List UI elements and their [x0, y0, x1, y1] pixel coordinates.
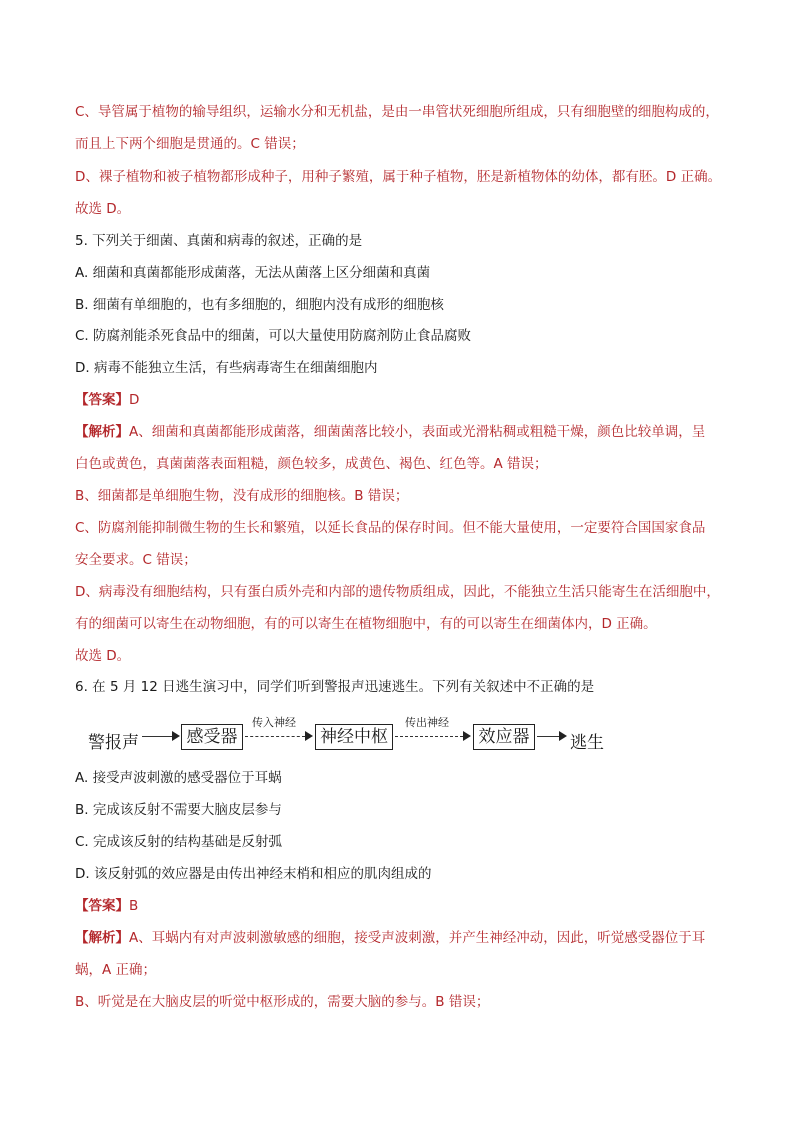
analysis-label: 【解析】 [75, 930, 129, 946]
q5-analysis-d-line2: 有的细菌可以寄生在动物细胞，有的可以寄生在植物细胞中，有的可以寄生在细菌体内，D 正确。 [75, 616, 657, 632]
q6-analysis-b: B、听觉是在大脑皮层的听觉中枢形成的，需要大脑的参与。B 错误； [75, 994, 490, 1010]
q6-stem: 6. 在 5 月 12 日逃生演习中，同学们听到警报声迅速逃生。下列有关叙述中不正确的是 [75, 679, 595, 695]
q4-choose: 故选 D。 [75, 201, 131, 217]
connector-line [142, 736, 172, 737]
q6-analysis-a-line2: 蜗，A 正确； [75, 962, 157, 978]
answer-label: 【答案】 [75, 898, 129, 914]
q6-answer [75, 896, 138, 916]
answer-label: 【答案】 [75, 392, 129, 408]
analysis-text: A、耳蜗内有对声波刺激敏感的细胞，接受声波刺激，并产生神经冲动，因此，听觉感受器位于耳 [129, 930, 706, 946]
q6-option-c: C. 完成该反射的结构基础是反射弧 [75, 834, 283, 850]
q5-option-a: A. 细菌和真菌都能形成菌落，无法从菌落上区分细菌和真菌 [75, 265, 431, 281]
q5-option-b: B. 细菌有单细胞的，也有多细胞的，细胞内没有成形的细胞核 [75, 297, 444, 313]
q6-option-d: D. 该反射弧的效应器是由传出神经末梢和相应的肌肉组成的 [75, 866, 432, 882]
q5-answer [75, 390, 139, 410]
efferent-dashed-line [395, 736, 463, 737]
q5-analysis-a-line1 [75, 422, 705, 442]
q4-option-c-analysis-line1: C、导管属于植物的输导组织，运输水分和无机盐，是由一串管状死细胞所组成，只有细胞壁的细胞构成的， [75, 104, 719, 120]
analysis-text: A、细菌和真菌都能形成菌落，细菌菌落比较小，表面或光滑粘稠或粗糙干燥，颜色比较单调，呈 [129, 424, 706, 440]
q4-option-c-analysis-line2: 而且上下两个细胞是贯通的。C 错误； [75, 136, 305, 152]
afferent-nerve-label: 传入神经 [252, 716, 296, 729]
q4-option-d-analysis: D、裸子植物和被子植物都形成种子，用种子繁殖，属于种子植物，胚是新植物体的幼体，都有胚。D 正确。 [75, 169, 722, 185]
efferent-nerve-label: 传出神经 [405, 716, 449, 729]
q5-choose: 故选 D。 [75, 648, 131, 664]
nerve-center-box: 神经中枢 [315, 724, 393, 750]
q5-analysis-d-line1: D、病毒没有细胞结构，只有蛋白质外壳和内部的遗传物质组成，因此，不能独立生活只能寄生在活细胞中， [75, 584, 720, 600]
alarm-label: 警报声 [88, 733, 139, 753]
arrow-icon [463, 731, 471, 741]
q5-stem: 5. 下列关于细菌、真菌和病毒的叙述，正确的是 [75, 233, 363, 249]
arrow-icon [305, 731, 313, 741]
effector-box: 效应器 [473, 724, 535, 750]
q5-analysis-c-line2: 安全要求。C 错误； [75, 552, 197, 568]
arrow-icon [559, 731, 567, 741]
q5-analysis-a-line2: 白色或黄色，真菌菌落表面粗糙，颜色较多，成黄色、褐色、红色等。A 错误； [75, 456, 548, 472]
afferent-dashed-line [245, 736, 305, 737]
answer-value: D [129, 392, 140, 408]
q6-analysis-a-line1 [75, 928, 705, 948]
arrow-icon [172, 731, 180, 741]
q6-option-a: A. 接受声波刺激的感受器位于耳蜗 [75, 770, 282, 786]
q6-option-b: B. 完成该反射不需要大脑皮层参与 [75, 802, 282, 818]
analysis-label: 【解析】 [75, 424, 129, 440]
q5-analysis-c-line1: C、防腐剂能抑制微生物的生长和繁殖，以延长食品的保存时间。但不能大量使用，一定要符合国国家食品 [75, 520, 706, 536]
reflex-arc-diagram [88, 714, 628, 762]
q5-option-d: D. 病毒不能独立生活，有些病毒寄生在细菌细胞内 [75, 360, 378, 376]
connector-line [537, 736, 559, 737]
receptor-box: 感受器 [181, 724, 243, 750]
q5-option-c: C. 防腐剂能杀死食品中的细菌，可以大量使用防腐剂防止食品腐败 [75, 328, 472, 344]
answer-value: B [129, 898, 139, 914]
escape-label: 逃生 [570, 733, 604, 753]
q5-analysis-b: B、细菌都是单细胞生物，没有成形的细胞核。B 错误； [75, 488, 409, 504]
